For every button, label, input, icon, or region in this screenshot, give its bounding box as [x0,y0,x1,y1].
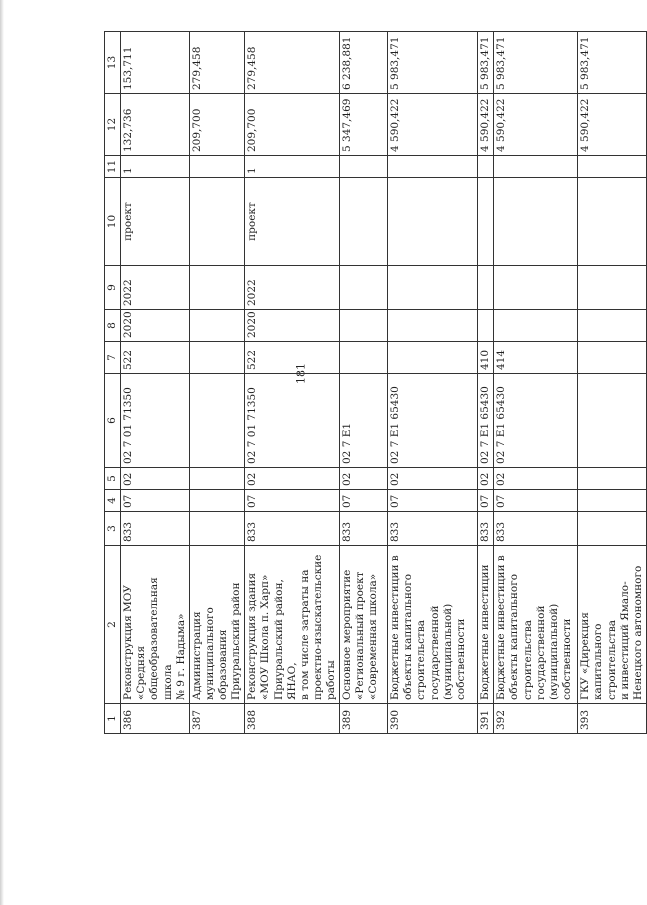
header-row [105,32,121,734]
row-number-cell: 393 [578,704,647,734]
stage-cell [189,178,245,266]
code-cell: 02 [340,468,388,490]
code-cell [189,342,245,374]
code-cell: 522 [121,342,190,374]
header-cell: 8 [105,310,121,342]
code-cell: 02 7 E1 65430 [494,374,578,468]
row-number-cell: 391 [478,704,494,734]
stage-cell [494,178,578,266]
code-cell: 07 [478,490,494,512]
code-cell: 02 7 01 71350 [121,374,190,468]
item-name-cell: Реконструкция здания «МОУ Школа п. Харп» Приуральский район, ЯНАО, в том числе затраты на проектно-изыскательские работы [245,546,340,704]
code-cell [189,490,245,512]
row-number-cell: 390 [388,704,478,734]
item-name-cell: Администрация муниципального образования Приуральский район [189,546,245,704]
year-cell [494,310,578,342]
header-cell: 6 [105,374,121,468]
year-cell [494,266,578,310]
row-number-cell: 389 [340,704,388,734]
table-row [245,32,340,734]
year-cell [388,310,478,342]
rotated-page-content [104,32,644,734]
amount-cell: 153,711 [121,32,190,94]
stage-cell: проект [245,178,340,266]
year-cell [189,310,245,342]
table-row [388,32,478,734]
code-cell [578,512,647,546]
code-cell: 833 [340,512,388,546]
code-cell [578,490,647,512]
table-row [478,32,494,734]
year-cell [478,266,494,310]
code-cell [340,342,388,374]
header-cell: 3 [105,512,121,546]
code-cell: 07 [388,490,478,512]
code-cell: 02 [121,468,190,490]
year-cell [578,310,647,342]
table-row [121,32,190,734]
count-cell: 1 [245,156,340,178]
code-cell: 833 [388,512,478,546]
header-cell: 7 [105,342,121,374]
stage-cell: проект [121,178,190,266]
year-cell [340,310,388,342]
header-cell: 5 [105,468,121,490]
row-number-cell: 392 [494,704,578,734]
item-name-cell: Бюджетные инвестиции [478,546,494,704]
code-cell: 07 [245,490,340,512]
amount-cell: 4 590,422 [388,94,478,156]
amount-cell: 6 238,881 [340,32,388,94]
year-cell [388,266,478,310]
count-cell [578,156,647,178]
amount-cell: 5 983,471 [494,32,578,94]
year-cell: 2020 [245,310,340,342]
year-cell: 2022 [121,266,190,310]
code-cell: 410 [478,342,494,374]
code-cell [578,374,647,468]
header-cell: 9 [105,266,121,310]
code-cell [189,374,245,468]
code-cell: 02 7 E1 65430 [478,374,494,468]
header-cell: 1 [105,704,121,734]
row-number-cell: 388 [245,704,340,734]
budget-table [104,31,647,734]
code-cell [189,468,245,490]
count-cell [388,156,478,178]
code-cell: 833 [478,512,494,546]
amount-cell: 279,458 [245,32,340,94]
table-row [340,32,388,734]
table-row [189,32,245,734]
count-cell [478,156,494,178]
header-cell: 11 [105,156,121,178]
code-cell: 02 7 E1 65430 [388,374,478,468]
stage-cell [478,178,494,266]
year-cell [340,266,388,310]
amount-cell: 132,736 [121,94,190,156]
year-cell [578,266,647,310]
year-cell [478,310,494,342]
row-number-cell: 386 [121,704,190,734]
stage-cell [340,178,388,266]
code-cell: 833 [245,512,340,546]
code-cell [578,342,647,374]
code-cell [578,468,647,490]
code-cell: 02 [388,468,478,490]
count-cell [340,156,388,178]
header-cell: 2 [105,546,121,704]
row-number-cell: 387 [189,704,245,734]
amount-cell: 4 590,422 [494,94,578,156]
page-number: 181 [294,363,308,384]
code-cell [189,512,245,546]
table-row [578,32,647,734]
header-cell: 4 [105,490,121,512]
header-cell: 13 [105,32,121,94]
amount-cell: 209,700 [189,94,245,156]
code-cell: 02 [494,468,578,490]
header-cell: 12 [105,94,121,156]
code-cell: 02 [478,468,494,490]
code-cell: 07 [121,490,190,512]
year-cell: 2022 [245,266,340,310]
code-cell: 833 [494,512,578,546]
amount-cell: 5 347,469 [340,94,388,156]
stage-cell [578,178,647,266]
item-name-cell: Бюджетные инвестиции в объекты капитального строительства государственной (муниципальной) собственности [388,546,478,704]
code-cell: 02 [245,468,340,490]
stage-cell [388,178,478,266]
amount-cell: 279,458 [189,32,245,94]
amount-cell: 209,700 [245,94,340,156]
code-cell: 07 [494,490,578,512]
table-row [494,32,578,734]
item-name-cell: ГКУ «Дирекция капитального строительства и инвестиций Ямало- Ненецкого автономного [578,546,647,704]
year-cell: 2020 [121,310,190,342]
count-cell: 1 [121,156,190,178]
amount-cell: 5 983,471 [578,32,647,94]
scan-edge-shadow [0,0,4,905]
count-cell [189,156,245,178]
item-name-cell: Бюджетные инвестиции в объекты капитального строительства государственной (муниципальной) собственности [494,546,578,704]
item-name-cell: Основное мероприятие «Региональный проект «Современная школа» [340,546,388,704]
amount-cell: 4 590,422 [578,94,647,156]
amount-cell: 4 590,422 [478,94,494,156]
code-cell: 833 [121,512,190,546]
code-cell: 07 [340,490,388,512]
header-cell: 10 [105,178,121,266]
code-cell: 02 7 E1 [340,374,388,468]
item-name-cell: Реконструкция МОУ «Средняя общеобразовательная школа № 9 г. Надыма» [121,546,190,704]
year-cell [189,266,245,310]
count-cell [494,156,578,178]
code-cell: 02 7 01 71350 [245,374,340,468]
code-cell: 522 [245,342,340,374]
amount-cell: 5 983,471 [388,32,478,94]
code-cell: 414 [494,342,578,374]
code-cell [388,342,478,374]
amount-cell: 5 983,471 [478,32,494,94]
